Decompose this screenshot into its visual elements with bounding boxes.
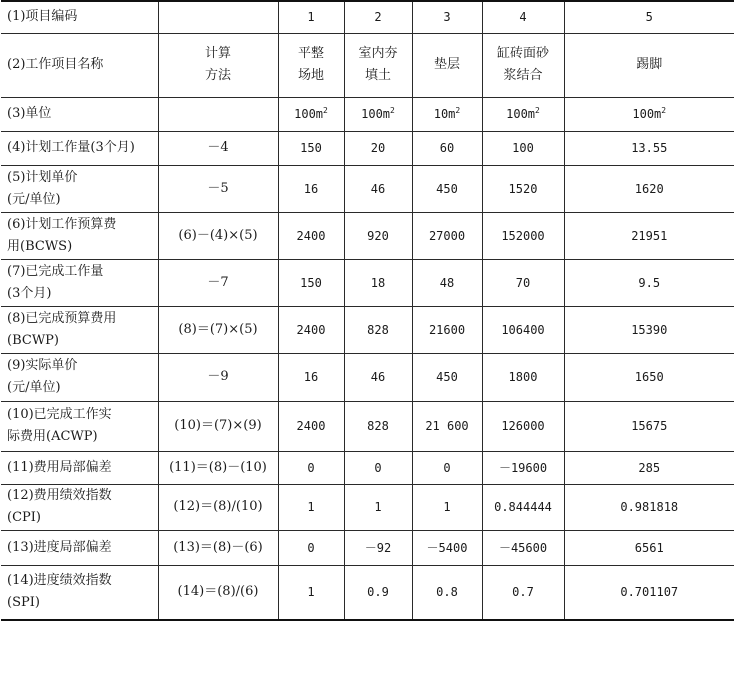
value-cell: 16 [278,165,344,212]
row-label-line: (SPI) [7,595,40,611]
unit-row [1,97,734,131]
unit-exp: 2 [323,106,328,115]
row-label [1,353,158,401]
unit-cell [482,97,564,131]
row-label-line: (BCWP) [7,332,59,348]
data-row [1,530,734,565]
row-label-line: (3个月) [7,285,52,301]
value-cell: 1800 [482,353,564,401]
row-label-line: (12)费用绩效指数 [7,488,112,503]
unit-cell [278,97,344,131]
data-row [1,565,734,620]
method-cell: (10)＝(7)×(9) [158,401,278,451]
item-name [344,33,412,97]
value-cell: 0.844444 [482,484,564,530]
value-cell: 2400 [278,212,344,259]
value-cell: 126000 [482,401,564,451]
method-cell: －4 [158,131,278,165]
row-label [1,165,158,212]
item-name [482,33,564,97]
value-cell: 0.7 [482,565,564,620]
item-name-line: 场地 [297,68,324,83]
value-cell: －19600 [482,451,564,484]
row-label [1,565,158,620]
row-label-line: (9)实际单价 [7,358,78,373]
value-cell: －45600 [482,530,564,565]
value-cell: 285 [564,451,734,484]
value-cell: 0 [344,451,412,484]
value-cell: 0.9 [344,565,412,620]
method-cell: (14)＝(8)/(6) [158,565,278,620]
row-label-line: (13)进度局部偏差 [7,539,112,555]
value-cell: 100 [482,131,564,165]
row-label-line: (11)费用局部偏差 [7,459,112,475]
item-name-line: 踢脚 [636,57,663,72]
value-cell: 2400 [278,306,344,353]
method-cell [158,1,278,33]
method-cell: (13)＝(8)－(6) [158,530,278,565]
value-cell: 21951 [564,212,734,259]
value-cell: 13.55 [564,131,734,165]
row-label [1,131,158,165]
value-cell: 15390 [564,306,734,353]
value-cell: 1520 [482,165,564,212]
method-cell [158,97,278,131]
value-cell: 1620 [564,165,734,212]
cost-performance-table [1,0,734,621]
value-cell: 106400 [482,306,564,353]
value-cell: 152000 [482,212,564,259]
value-cell: 0.981818 [564,484,734,530]
unit-cell [344,97,412,131]
value-cell: 18 [344,259,412,306]
value-cell: 1 [278,565,344,620]
value-cell: 46 [344,353,412,401]
method-cell: (11)＝(8)－(10) [158,451,278,484]
item-name-line: 垫层 [433,57,460,72]
unit-exp: 2 [661,106,667,115]
item-code: 4 [482,1,564,33]
row-label-line: (元/单位) [7,380,61,395]
row-label-line: 际费用(ACWP) [7,429,98,444]
value-cell: 27000 [412,212,482,259]
value-cell: 1 [278,484,344,530]
row-label [1,212,158,259]
data-row [1,306,734,353]
value-cell: 2400 [278,401,344,451]
row-label [1,530,158,565]
unit-base: 100m [294,107,324,121]
method-line: 方法 [204,68,231,83]
row-label-line: 用(BCWS) [7,238,73,254]
row-label [1,259,158,306]
item-code: 1 [278,1,344,33]
value-cell: 0 [278,530,344,565]
method-line: 计算 [204,46,231,61]
value-cell: 21600 [412,306,482,353]
unit-exp: 2 [535,106,540,115]
unit-exp: 2 [390,106,395,115]
value-cell: 48 [412,259,482,306]
row-label-line: (14)进度绩效指数 [7,573,112,589]
value-cell: －5400 [412,530,482,565]
data-row [1,451,734,484]
row-label [1,451,158,484]
unit-cell [564,97,734,131]
method-cell: －9 [158,353,278,401]
value-cell: 0 [412,451,482,484]
data-row [1,212,734,259]
data-row [1,353,734,401]
method-cell: －7 [158,259,278,306]
row-label [1,484,158,530]
data-row [1,484,734,530]
row-label-line: (7)已完成工作量 [7,263,104,279]
unit-cell [412,97,482,131]
value-cell: 1 [344,484,412,530]
data-row [1,259,734,306]
method-cell: (6)－(4)×(5) [158,212,278,259]
value-cell: 1 [412,484,482,530]
value-cell: 828 [344,306,412,353]
item-name [564,33,734,97]
item-code: 5 [564,1,734,33]
value-cell: 150 [278,131,344,165]
value-cell: 920 [344,212,412,259]
value-cell: 21 600 [412,401,482,451]
value-cell: 450 [412,353,482,401]
item-name-line: 缸砖面砂 [496,46,549,61]
row-label [1,306,158,353]
value-cell: 828 [344,401,412,451]
value-cell: 70 [482,259,564,306]
value-cell: 15675 [564,401,734,451]
row-label-line: (元/单位) [7,191,61,207]
data-row [1,131,734,165]
value-cell: 450 [412,165,482,212]
data-row [1,165,734,212]
name-row [1,33,734,97]
header-row [1,1,734,33]
unit-base: 100m [361,107,391,121]
row-label-line: (5)计划单价 [7,169,78,185]
item-code: 3 [412,1,482,33]
method-cell [158,33,278,97]
row-label: (2)工作项目名称 [1,33,158,97]
row-label [1,401,158,451]
value-cell: 0 [278,451,344,484]
unit-exp: 2 [455,106,461,115]
unit-base: 10m [433,107,456,121]
row-label-line: (CPI) [7,510,41,525]
row-label-line: (10)已完成工作实 [7,407,112,422]
unit-base: 100m [632,107,662,121]
row-label: (3)单位 [1,97,158,131]
value-cell: －92 [344,530,412,565]
value-cell: 150 [278,259,344,306]
value-cell: 6561 [564,530,734,565]
unit-base: 100m [506,107,536,121]
item-name-line: 浆结合 [503,68,543,83]
value-cell: 1650 [564,353,734,401]
value-cell: 20 [344,131,412,165]
row-label: (1)项目编码 [1,1,158,33]
item-code: 2 [344,1,412,33]
item-name-line: 平整 [297,46,324,61]
item-name-line: 填土 [364,68,391,83]
method-cell: (8)＝(7)×(5) [158,306,278,353]
item-name [412,33,482,97]
value-cell: 16 [278,353,344,401]
item-name [278,33,344,97]
method-cell: －5 [158,165,278,212]
row-label-line: (4)计划工作量(3个月) [7,140,135,155]
value-cell: 60 [412,131,482,165]
value-cell: 0.8 [412,565,482,620]
value-cell: 0.701107 [564,565,734,620]
value-cell: 46 [344,165,412,212]
method-cell: (12)＝(8)/(10) [158,484,278,530]
row-label-line: (8)已完成预算费用 [7,310,117,326]
data-row [1,401,734,451]
item-name-line: 室内夯 [358,46,398,61]
value-cell: 9.5 [564,259,734,306]
row-label-line: (6)计划工作预算费 [7,216,117,232]
